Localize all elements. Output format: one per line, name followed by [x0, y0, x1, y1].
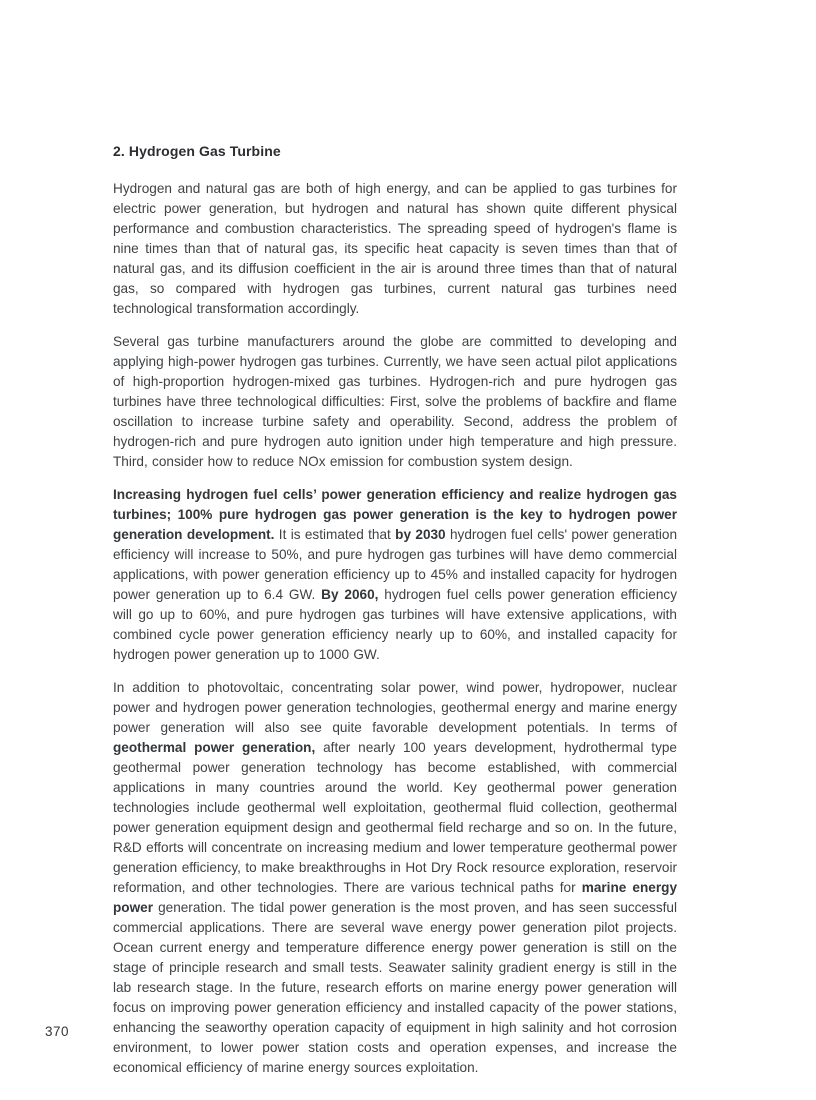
text-run: It is estimated that — [274, 527, 396, 542]
text-run: In addition to photovoltaic, concentrating solar power, wind power, hydropower, nuclear power and hydrogen power generation technologies, geothermal energy and marine energy power generation will also see quite favorable development potentials. In terms of — [113, 680, 677, 735]
bold-text-run: by 2030 — [395, 527, 446, 542]
paragraph — [113, 678, 677, 1078]
bold-text-run: geothermal power generation, — [113, 740, 316, 755]
bold-text-run: By 2060, — [321, 587, 379, 602]
paragraph — [113, 485, 677, 665]
bold-text-run: marine energy power — [113, 880, 677, 915]
paragraphs-container — [113, 179, 677, 1078]
page-content — [113, 143, 677, 1091]
text-run: Several gas turbine manufacturers around the globe are committed to developing and applying high-power hydrogen gas turbines. Currently, we have seen actual pilot applications of high-proportion hydrogen-mixed gas turbines. Hydrogen-rich and pure hydrogen gas turbines have three technological difficulties: First, solve the problems of backfire and flame oscillation to increase turbine safety and operability. Second, address the problem of hydrogen-rich and pure hydrogen auto ignition under high temperature and high pressure. Third, consider how to reduce NOx emission for combustion system design. — [113, 334, 677, 469]
text-run: hydrogen fuel cells' power generation efficiency will increase to 50%, and pure hydrogen gas turbines will have demo commercial applications, with power generation efficiency up to 45% and installed capacity for hydrogen power generation up to 6.4 GW. — [113, 527, 678, 602]
paragraph — [113, 179, 677, 319]
paragraph — [113, 332, 677, 472]
text-run: after nearly 100 years development, hydrothermal type geothermal power generation technology has become established, with commercial applications in many countries around the world. Key geothermal power generation technologies include geothermal well exploitation, geothermal fluid collection, geothermal power generation equipment design and geothermal field recharge and so on. In the future, R&D efforts will concentrate on increasing medium and lower temperature geothermal power generation efficiency, to make breakthroughs in Hot Dry Rock resource exploration, reservoir reformation, and other technologies. There are various technical paths for — [113, 740, 677, 895]
text-run: generation. The tidal power generation is the most proven, and has seen successful commercial applications. There are several wave energy power generation pilot projects. Ocean current energy and temperature difference energy power generation is still on the stage of principle research and small tests. Seawater salinity gradient energy is still in the lab research stage. In the future, research efforts on marine energy power generation will focus on improving power generation efficiency and installed capacity of the power stations, enhancing the seaworthy operation capacity of equipment in high salinity and hot corrosion environment, to lower power station costs and operation expenses, and increase the economical efficiency of marine energy sources exploitation. — [113, 900, 677, 1075]
text-run: Hydrogen and natural gas are both of high energy, and can be applied to gas turbines for electric power generation, but hydrogen and natural has shown quite different physical performance and combustion characteristics. The spreading speed of hydrogen's flame is nine times than that of natural gas, its specific heat capacity is seven times than that of natural gas, and its diffusion coefficient in the air is around three times than that of natural gas, so compared with hydrogen gas turbines, current natural gas turbines need technological transformation accordingly. — [113, 181, 677, 316]
page-number: 370 — [45, 1024, 70, 1039]
section-heading: 2. Hydrogen Gas Turbine — [113, 143, 281, 159]
bold-text-run: Increasing hydrogen fuel cells’ power generation efficiency and realize hydrogen gas turbines; 100% pure hydrogen gas power generation is the key to hydrogen power generation development. — [113, 487, 677, 542]
text-run: hydrogen fuel cells power generation efficiency will go up to 60%, and pure hydrogen gas turbines will have extensive applications, with combined cycle power generation efficiency nearly up to 60%, and installed capacity for hydrogen power generation up to 1000 GW. — [113, 587, 677, 662]
